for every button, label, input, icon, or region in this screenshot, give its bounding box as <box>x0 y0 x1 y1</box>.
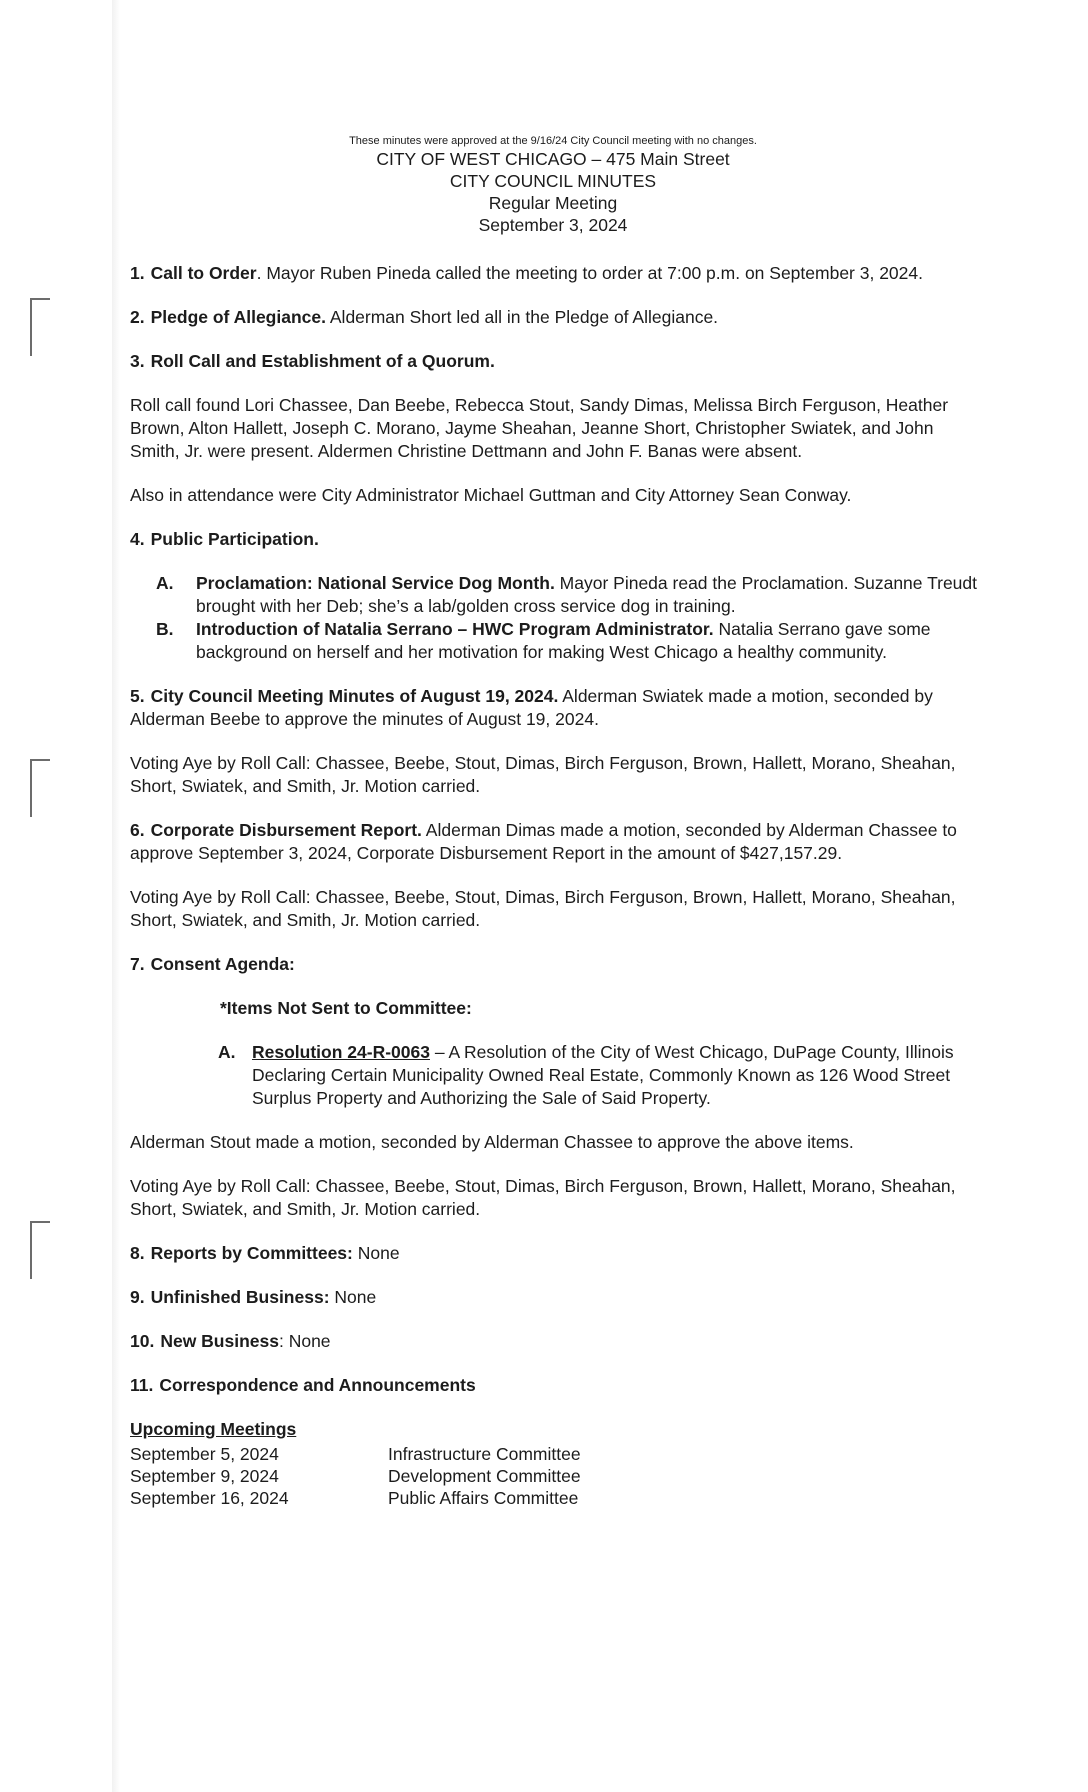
item-title: Public Participation. <box>150 529 319 549</box>
item-title: Consent Agenda: <box>150 954 295 974</box>
item-title: Pledge of Allegiance. <box>150 307 326 327</box>
consent-motion: Alderman Stout made a motion, seconded by Alderman Chassee to approve the above items. <box>130 1132 854 1152</box>
document-header <box>120 134 986 236</box>
list-item <box>130 1443 978 1465</box>
meeting-date: September 3, 2024 <box>478 215 628 235</box>
minutes-body <box>130 262 978 1509</box>
agenda-item-disbursement-report: 6. Corporate Disbursement Report. Alderman Dimas made a motion, seconded by Alderman Chassee to approve September 3, 2024, Corporate Disbursement Report in the amount of $427,157.29. <box>130 820 957 863</box>
agenda-item-correspondence: 11. Correspondence and Announcements <box>130 1375 476 1395</box>
item-text: None <box>352 1243 400 1263</box>
agenda-item-unfinished-business: 9. Unfinished Business: None <box>130 1287 377 1307</box>
list-item: A. Proclamation: National Service Dog Month. Mayor Pineda read the Proclamation. Suzanne Treudt brought with her Deb; she’s a lab/golden cross service dog in training. <box>156 573 977 616</box>
item-text: . Mayor Ruben Pineda called the meeting to order at 7:00 p.m. on September 3, 2024. <box>256 263 923 283</box>
meeting-name: Development Committee <box>388 1466 581 1486</box>
city-address-line: CITY OF WEST CHICAGO – 475 Main Street <box>376 149 730 169</box>
document-title: CITY COUNCIL MINUTES <box>449 171 657 191</box>
list-item <box>130 1465 978 1487</box>
list-item: B. Introduction of Natalia Serrano – HWC Program Administrator. Natalia Serrano gave some background on herself and her motivation for making West Chicago a healthy community. <box>156 619 931 662</box>
agenda-item-consent-agenda: 7. Consent Agenda: <box>130 954 295 974</box>
agenda-item-new-business: 10. New Business: None <box>130 1331 331 1351</box>
vote-result: Voting Aye by Roll Call: Chassee, Beebe, Stout, Dimas, Birch Ferguson, Brown, Hallett, Morano, Sheahan, Short, Swiatek, and Smith, Jr. Motion carried. <box>130 887 956 930</box>
vote-result: Voting Aye by Roll Call: Chassee, Beebe, Stout, Dimas, Birch Ferguson, Brown, Hallett, Morano, Sheahan, Short, Swiatek, and Smith, Jr. Motion carried. <box>130 753 956 796</box>
item-title: City Council Meeting Minutes of August 19, 2024. <box>150 686 559 706</box>
item-text: Alderman Dimas made a motion, seconded by Alderman Chassee to approve September 3, 2024, Corporate Disbursement Report in the amount of $427,157.29. <box>130 820 957 863</box>
agenda-item-roll-call: 3. Roll Call and Establishment of a Quorum. <box>130 351 495 371</box>
item-title: New Business <box>160 1331 279 1351</box>
meeting-name: Infrastructure Committee <box>388 1444 581 1464</box>
meeting-date: September 5, 2024 <box>130 1444 279 1464</box>
item-text: : None <box>278 1331 331 1351</box>
item-title: Unfinished Business: <box>150 1287 330 1307</box>
binder-mark <box>30 298 50 356</box>
item-title: Reports by Committees: <box>150 1243 353 1263</box>
agenda-item-pledge: 2. Pledge of Allegiance. Alderman Short led all in the Pledge of Allegiance. <box>130 307 719 327</box>
binder-mark <box>30 1221 50 1279</box>
item-title: Correspondence and Announcements <box>159 1375 476 1395</box>
resolution-link: Resolution 24-R-0063 <box>252 1042 430 1062</box>
vote-result: Voting Aye by Roll Call: Chassee, Beebe, Stout, Dimas, Birch Ferguson, Brown, Hallett, Morano, Sheahan, Short, Swiatek, and Smith, Jr. Motion carried. <box>130 1176 956 1219</box>
item-text: Alderman Short led all in the Pledge of Allegiance. <box>325 307 719 327</box>
binder-mark <box>30 759 50 817</box>
item-title: Call to Order <box>150 263 257 283</box>
upcoming-meetings-list <box>130 1443 978 1509</box>
meeting-date: September 9, 2024 <box>130 1466 279 1486</box>
agenda-item-minutes-approval: 5. City Council Meeting Minutes of August 19, 2024. Alderman Swiatek made a motion, seconded by Alderman Beebe to approve the minutes of August 19, 2024. <box>130 686 933 729</box>
meeting-name: Public Affairs Committee <box>388 1488 579 1508</box>
resolution-item: A. Resolution 24-R-0063 – A Resolution of the City of West Chicago, DuPage County, Illinois Declaring Certain Municipality Owned Real Estate, Commonly Known as 126 Wood Street Surplus Property and Authorizing the Sale of Said Property. <box>218 1042 954 1108</box>
agenda-item-public-participation: 4. Public Participation. <box>130 529 319 549</box>
approval-note: These minutes were approved at the 9/16/24 City Council meeting with no changes. <box>349 135 757 147</box>
public-participation-list <box>130 572 978 664</box>
list-item <box>130 1487 978 1509</box>
upcoming-meetings-heading: Upcoming Meetings <box>130 1419 297 1439</box>
roll-call-paragraph: Roll call found Lori Chassee, Dan Beebe, Rebecca Stout, Sandy Dimas, Melissa Birch Ferguson, Heather Brown, Alton Hallett, Joseph C. Morano, Jayme Sheahan, Jeanne Short, Christopher Swiatek, and John Smith, Jr. were present. Aldermen Christine Dettmann and John F. Banas were absent. <box>130 395 949 461</box>
scan-edge-shadow <box>112 0 120 1792</box>
item-title: Corporate Disbursement Report. <box>150 820 422 840</box>
meeting-type: Regular Meeting <box>488 193 618 213</box>
agenda-item-call-to-order: 1. Call to Order. Mayor Ruben Pineda called the meeting to order at 7:00 p.m. on September 3, 2024. <box>130 263 923 283</box>
item-title: Roll Call and Establishment of a Quorum. <box>150 351 495 371</box>
item-text: Alderman Swiatek made a motion, seconded by Alderman Beebe to approve the minutes of August 19, 2024. <box>130 686 933 729</box>
agenda-item-committee-reports: 8. Reports by Committees: None <box>130 1243 400 1263</box>
meeting-date: September 16, 2024 <box>130 1488 289 1508</box>
consent-subheading: *Items Not Sent to Committee: <box>220 998 472 1018</box>
item-text: None <box>329 1287 377 1307</box>
attendance-paragraph: Also in attendance were City Administrator Michael Guttman and City Attorney Sean Conway. <box>130 485 852 505</box>
